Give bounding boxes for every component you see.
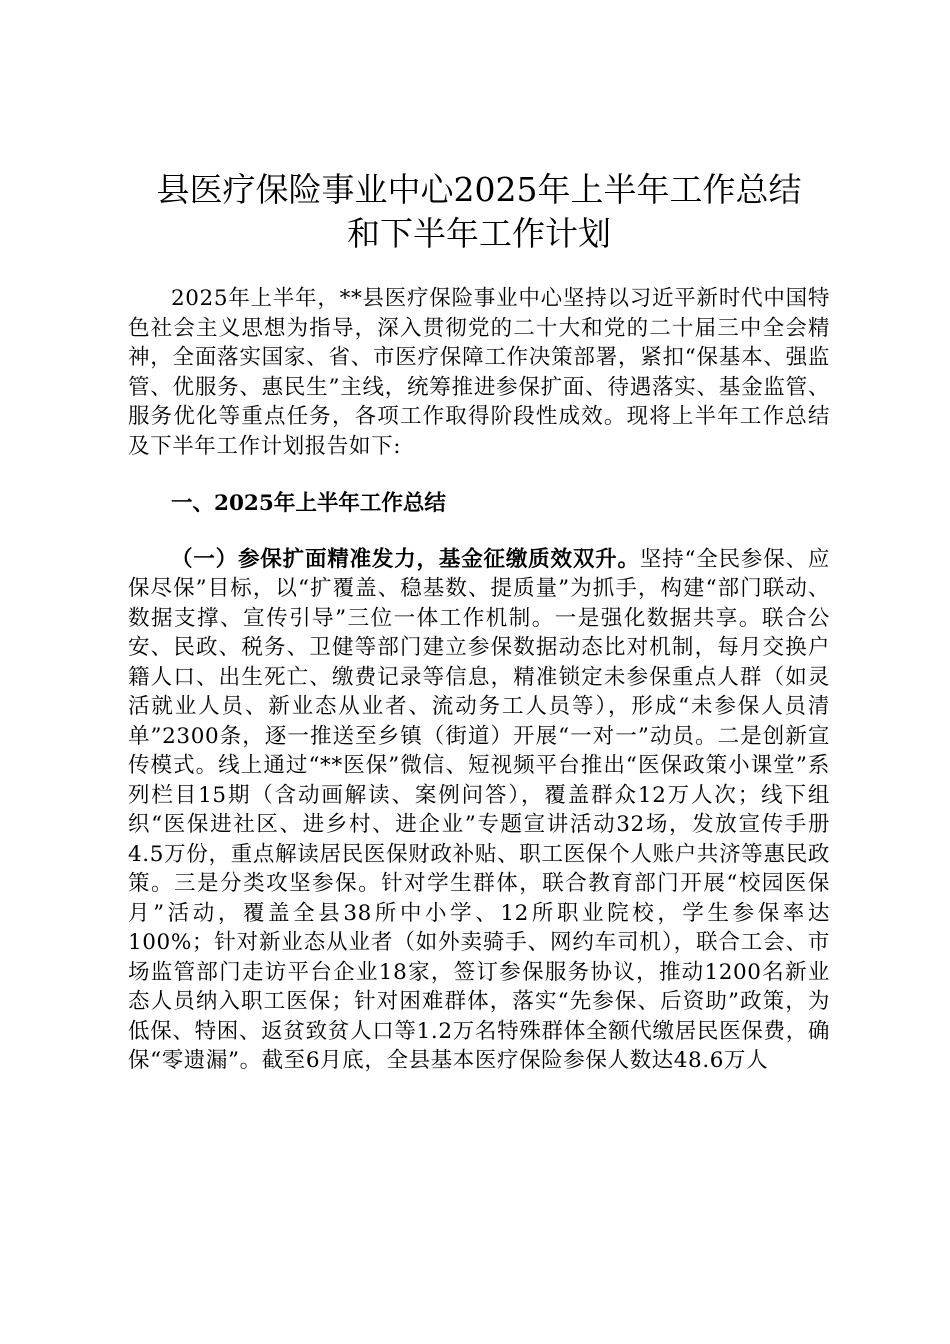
subsection-lead: （一）参保扩面精准发力，基金征缴质效双升。 [171,546,640,572]
document-page [128,168,830,1076]
document-title [128,168,830,256]
title-line-2: 和下半年工作计划 [347,214,611,253]
section-heading: 一、2025年上半年工作总结 [171,491,446,516]
title-line-1: 县医疗保险事业中心2025年上半年工作总结 [156,170,802,209]
subsection-paragraph [128,545,830,1076]
subsection-body: 坚持“全民参保、应保尽保”目标，以“扩覆盖、稳基数、提质量”为抓手，构建“部门联动、数据支撑、宣传引导”三位一体工作机制。一是强化数据共享。联合公安、民政、税务、卫健等部门建立参保数据动态比对机制，每月交换户籍人口、出生死亡、缴费记录等信息，精准锁定未参保重点人群（如灵活就业人员、新业态从业者、流动务工人员等），形成“未参保人员清单”2300条，逐一推送至乡镇（街道）开展“一对一”动员。二是创新宣传模式。线上通过“**医保”微信、短视频平台推出“医保政策小课堂”系列栏目15期（含动画解读、案例问答），覆盖群众12万人次；线下组织“医保进社区、进乡村、进企业”专题宣讲活动32场，发放宣传手册4.5万份，重点解读居民医保财政补贴、职工医保个人账户共济等惠民政策。三是分类攻坚参保。针对学生群体，联合教育部门开展“校园医保月”活动，覆盖全县38所中小学、12所职业院校，学生参保率达100%；针对新业态从业者（如外卖骑手、网约车司机），联合工会、市场监管部门走访平台企业18家，签订参保服务协议，推动1200名新业态人员纳入职工医保；针对困难群体，落实“先参保、后资助”政策，为低保、特困、返贫致贫人口等1.2万名特殊群体全额代缴居民医保费，确保“零遗漏”。截至6月底，全县基本医疗保险参保人数达48.6万人 [128,546,830,1073]
intro-paragraph: 2025年上半年，**县医疗保险事业中心坚持以习近平新时代中国特色社会主义思想为指导，深入贯彻党的二十大和党的二十届三中全会精神，全面落实国家、省、市医疗保障工作决策部署，紧扣“保基本、强监管、优服务、惠民生”主线，统筹推进参保扩面、待遇落实、基金监管、服务优化等重点任务，各项工作取得阶段性成效。现将上半年工作总结及下半年工作计划报告如下: [128,286,830,459]
